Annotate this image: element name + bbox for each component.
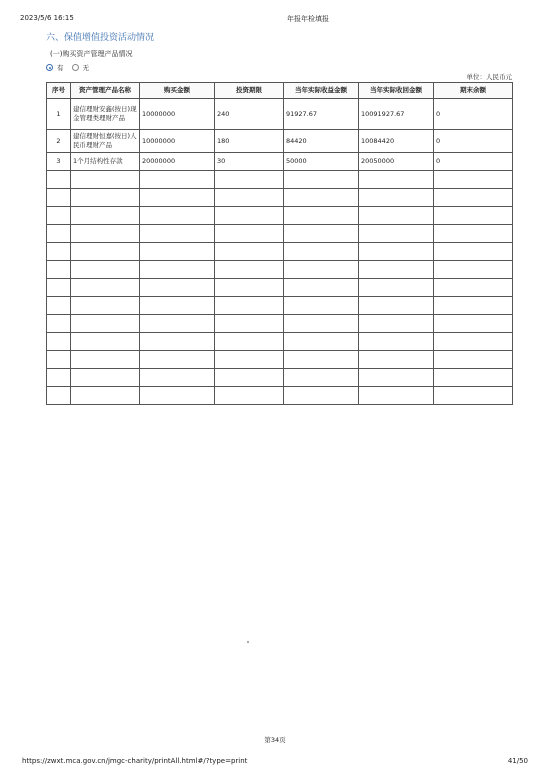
cell-recovered: 10084420: [359, 130, 434, 153]
table-row: [47, 333, 513, 351]
cell-index: [47, 171, 71, 189]
table-row: [47, 99, 513, 130]
print-datetime: 2023/5/6 16:15: [20, 14, 74, 22]
asset-products-table: [46, 82, 513, 405]
table-row: [47, 315, 513, 333]
cell-purchase-amount: [140, 333, 215, 351]
cell-term: [215, 225, 284, 243]
col-header-purchase-amount: 购买金额: [140, 83, 215, 99]
radio-no[interactable]: [72, 64, 79, 71]
footer-page-count: 41/50: [507, 757, 528, 765]
radio-yes[interactable]: [46, 64, 53, 71]
cell-term: [215, 351, 284, 369]
col-header-product-name: 资产管理产品名称: [71, 83, 140, 99]
cell-income: [284, 387, 359, 405]
cell-ending-balance: [434, 315, 513, 333]
cell-recovered: [359, 261, 434, 279]
cell-term: [215, 171, 284, 189]
cell-term: 240: [215, 99, 284, 130]
cell-income: [284, 315, 359, 333]
cell-recovered: [359, 369, 434, 387]
cell-index: [47, 369, 71, 387]
cell-purchase-amount: [140, 369, 215, 387]
table-row: [47, 225, 513, 243]
cell-term: [215, 369, 284, 387]
cell-income: [284, 369, 359, 387]
cell-recovered: [359, 171, 434, 189]
col-header-income: 当年实际收益金额: [284, 83, 359, 99]
cell-ending-balance: [434, 225, 513, 243]
cell-income: [284, 207, 359, 225]
cell-recovered: [359, 243, 434, 261]
cell-purchase-amount: [140, 243, 215, 261]
cell-income: [284, 189, 359, 207]
cell-recovered: [359, 297, 434, 315]
cell-product-name: [71, 297, 140, 315]
cell-ending-balance: [434, 261, 513, 279]
cell-recovered: [359, 225, 434, 243]
col-header-recovered: 当年实际收回金额: [359, 83, 434, 99]
table-row: [47, 279, 513, 297]
footer-url: https://zwxt.mca.gov.cn/jmgc-charity/printAll.html#/?type=print: [22, 757, 248, 765]
cell-ending-balance: [434, 369, 513, 387]
table-row: [47, 207, 513, 225]
cell-ending-balance: 0: [434, 130, 513, 153]
table-row: [47, 189, 513, 207]
cell-term: [215, 189, 284, 207]
cell-purchase-amount: [140, 387, 215, 405]
table-row: [47, 171, 513, 189]
table-row: [47, 387, 513, 405]
cell-income: [284, 351, 359, 369]
cell-index: [47, 207, 71, 225]
table-row: [47, 261, 513, 279]
cell-income: [284, 225, 359, 243]
cell-product-name: 1个月结构性存款: [71, 153, 140, 171]
cell-purchase-amount: [140, 351, 215, 369]
cell-product-name: [71, 261, 140, 279]
page-number: 第34页: [264, 736, 286, 744]
cell-product-name: [71, 207, 140, 225]
cell-product-name: [71, 243, 140, 261]
cell-product-name: 建信理财安鑫(按日)现金管理类理财产品: [71, 99, 140, 130]
section-title: 六、保值增值投资活动情况: [46, 33, 155, 43]
radio-no-label: 无: [82, 64, 89, 72]
cell-product-name: [71, 171, 140, 189]
cell-ending-balance: [434, 333, 513, 351]
cell-index: [47, 387, 71, 405]
cell-term: [215, 315, 284, 333]
currency-unit: 单位：人民币元: [466, 73, 512, 81]
cell-income: 91927.67: [284, 99, 359, 130]
cell-recovered: [359, 189, 434, 207]
cell-purchase-amount: [140, 207, 215, 225]
cell-purchase-amount: 10000000: [140, 130, 215, 153]
cell-ending-balance: 0: [434, 99, 513, 130]
cell-recovered: [359, 315, 434, 333]
cell-ending-balance: 0: [434, 153, 513, 171]
cell-index: [47, 297, 71, 315]
cell-term: [215, 261, 284, 279]
cell-product-name: [71, 351, 140, 369]
cell-ending-balance: [434, 243, 513, 261]
cell-income: [284, 171, 359, 189]
col-header-index: 序号: [47, 83, 71, 99]
cell-index: [47, 261, 71, 279]
cell-index: [47, 315, 71, 333]
cell-term: [215, 333, 284, 351]
cell-income: [284, 333, 359, 351]
cell-income: [284, 297, 359, 315]
cell-recovered: 10091927.67: [359, 99, 434, 130]
cell-term: [215, 279, 284, 297]
cell-product-name: [71, 387, 140, 405]
cell-product-name: [71, 279, 140, 297]
cell-ending-balance: [434, 171, 513, 189]
cell-index: 1: [47, 99, 71, 130]
cell-index: [47, 351, 71, 369]
cell-recovered: 20050000: [359, 153, 434, 171]
table-row: [47, 351, 513, 369]
cell-product-name: [71, 333, 140, 351]
cell-recovered: [359, 387, 434, 405]
col-header-ending-balance: 期末余额: [434, 83, 513, 99]
cell-ending-balance: [434, 189, 513, 207]
cell-income: [284, 261, 359, 279]
cell-purchase-amount: [140, 261, 215, 279]
cell-ending-balance: [434, 387, 513, 405]
cell-term: [215, 243, 284, 261]
cell-index: [47, 189, 71, 207]
cell-term: [215, 207, 284, 225]
cell-index: 2: [47, 130, 71, 153]
cell-purchase-amount: [140, 297, 215, 315]
table-header-row: [47, 83, 513, 99]
cell-recovered: [359, 351, 434, 369]
cell-purchase-amount: 10000000: [140, 99, 215, 130]
table-row: [47, 130, 513, 153]
cell-term: [215, 297, 284, 315]
cell-purchase-amount: [140, 189, 215, 207]
table-row: [47, 369, 513, 387]
cell-ending-balance: [434, 207, 513, 225]
cell-purchase-amount: 20000000: [140, 153, 215, 171]
cell-index: [47, 333, 71, 351]
cell-index: 3: [47, 153, 71, 171]
cell-ending-balance: [434, 297, 513, 315]
radio-yes-label: 有: [57, 64, 64, 72]
cell-product-name: 建信理财恒嘉(按日)人民币理财产品: [71, 130, 140, 153]
cell-purchase-amount: [140, 225, 215, 243]
cell-purchase-amount: [140, 315, 215, 333]
table-row: [47, 243, 513, 261]
cell-income: [284, 279, 359, 297]
col-header-term: 投资期限: [215, 83, 284, 99]
has-products-radio-group: [46, 63, 97, 72]
cell-product-name: [71, 315, 140, 333]
cell-product-name: [71, 369, 140, 387]
cell-term: [215, 387, 284, 405]
subsection-title: (一)购买资产管理产品情况: [50, 50, 133, 58]
cell-recovered: [359, 279, 434, 297]
cell-term: 180: [215, 130, 284, 153]
cell-income: [284, 243, 359, 261]
scan-speck: [247, 641, 249, 643]
cell-income: 84420: [284, 130, 359, 153]
cell-purchase-amount: [140, 171, 215, 189]
cell-recovered: [359, 333, 434, 351]
cell-product-name: [71, 225, 140, 243]
table-row: [47, 297, 513, 315]
cell-recovered: [359, 207, 434, 225]
cell-income: 50000: [284, 153, 359, 171]
cell-index: [47, 243, 71, 261]
page-header-title: 年报年检填报: [287, 15, 329, 23]
cell-index: [47, 225, 71, 243]
cell-purchase-amount: [140, 279, 215, 297]
cell-ending-balance: [434, 351, 513, 369]
cell-term: 30: [215, 153, 284, 171]
cell-product-name: [71, 189, 140, 207]
table-row: [47, 153, 513, 171]
cell-index: [47, 279, 71, 297]
cell-ending-balance: [434, 279, 513, 297]
